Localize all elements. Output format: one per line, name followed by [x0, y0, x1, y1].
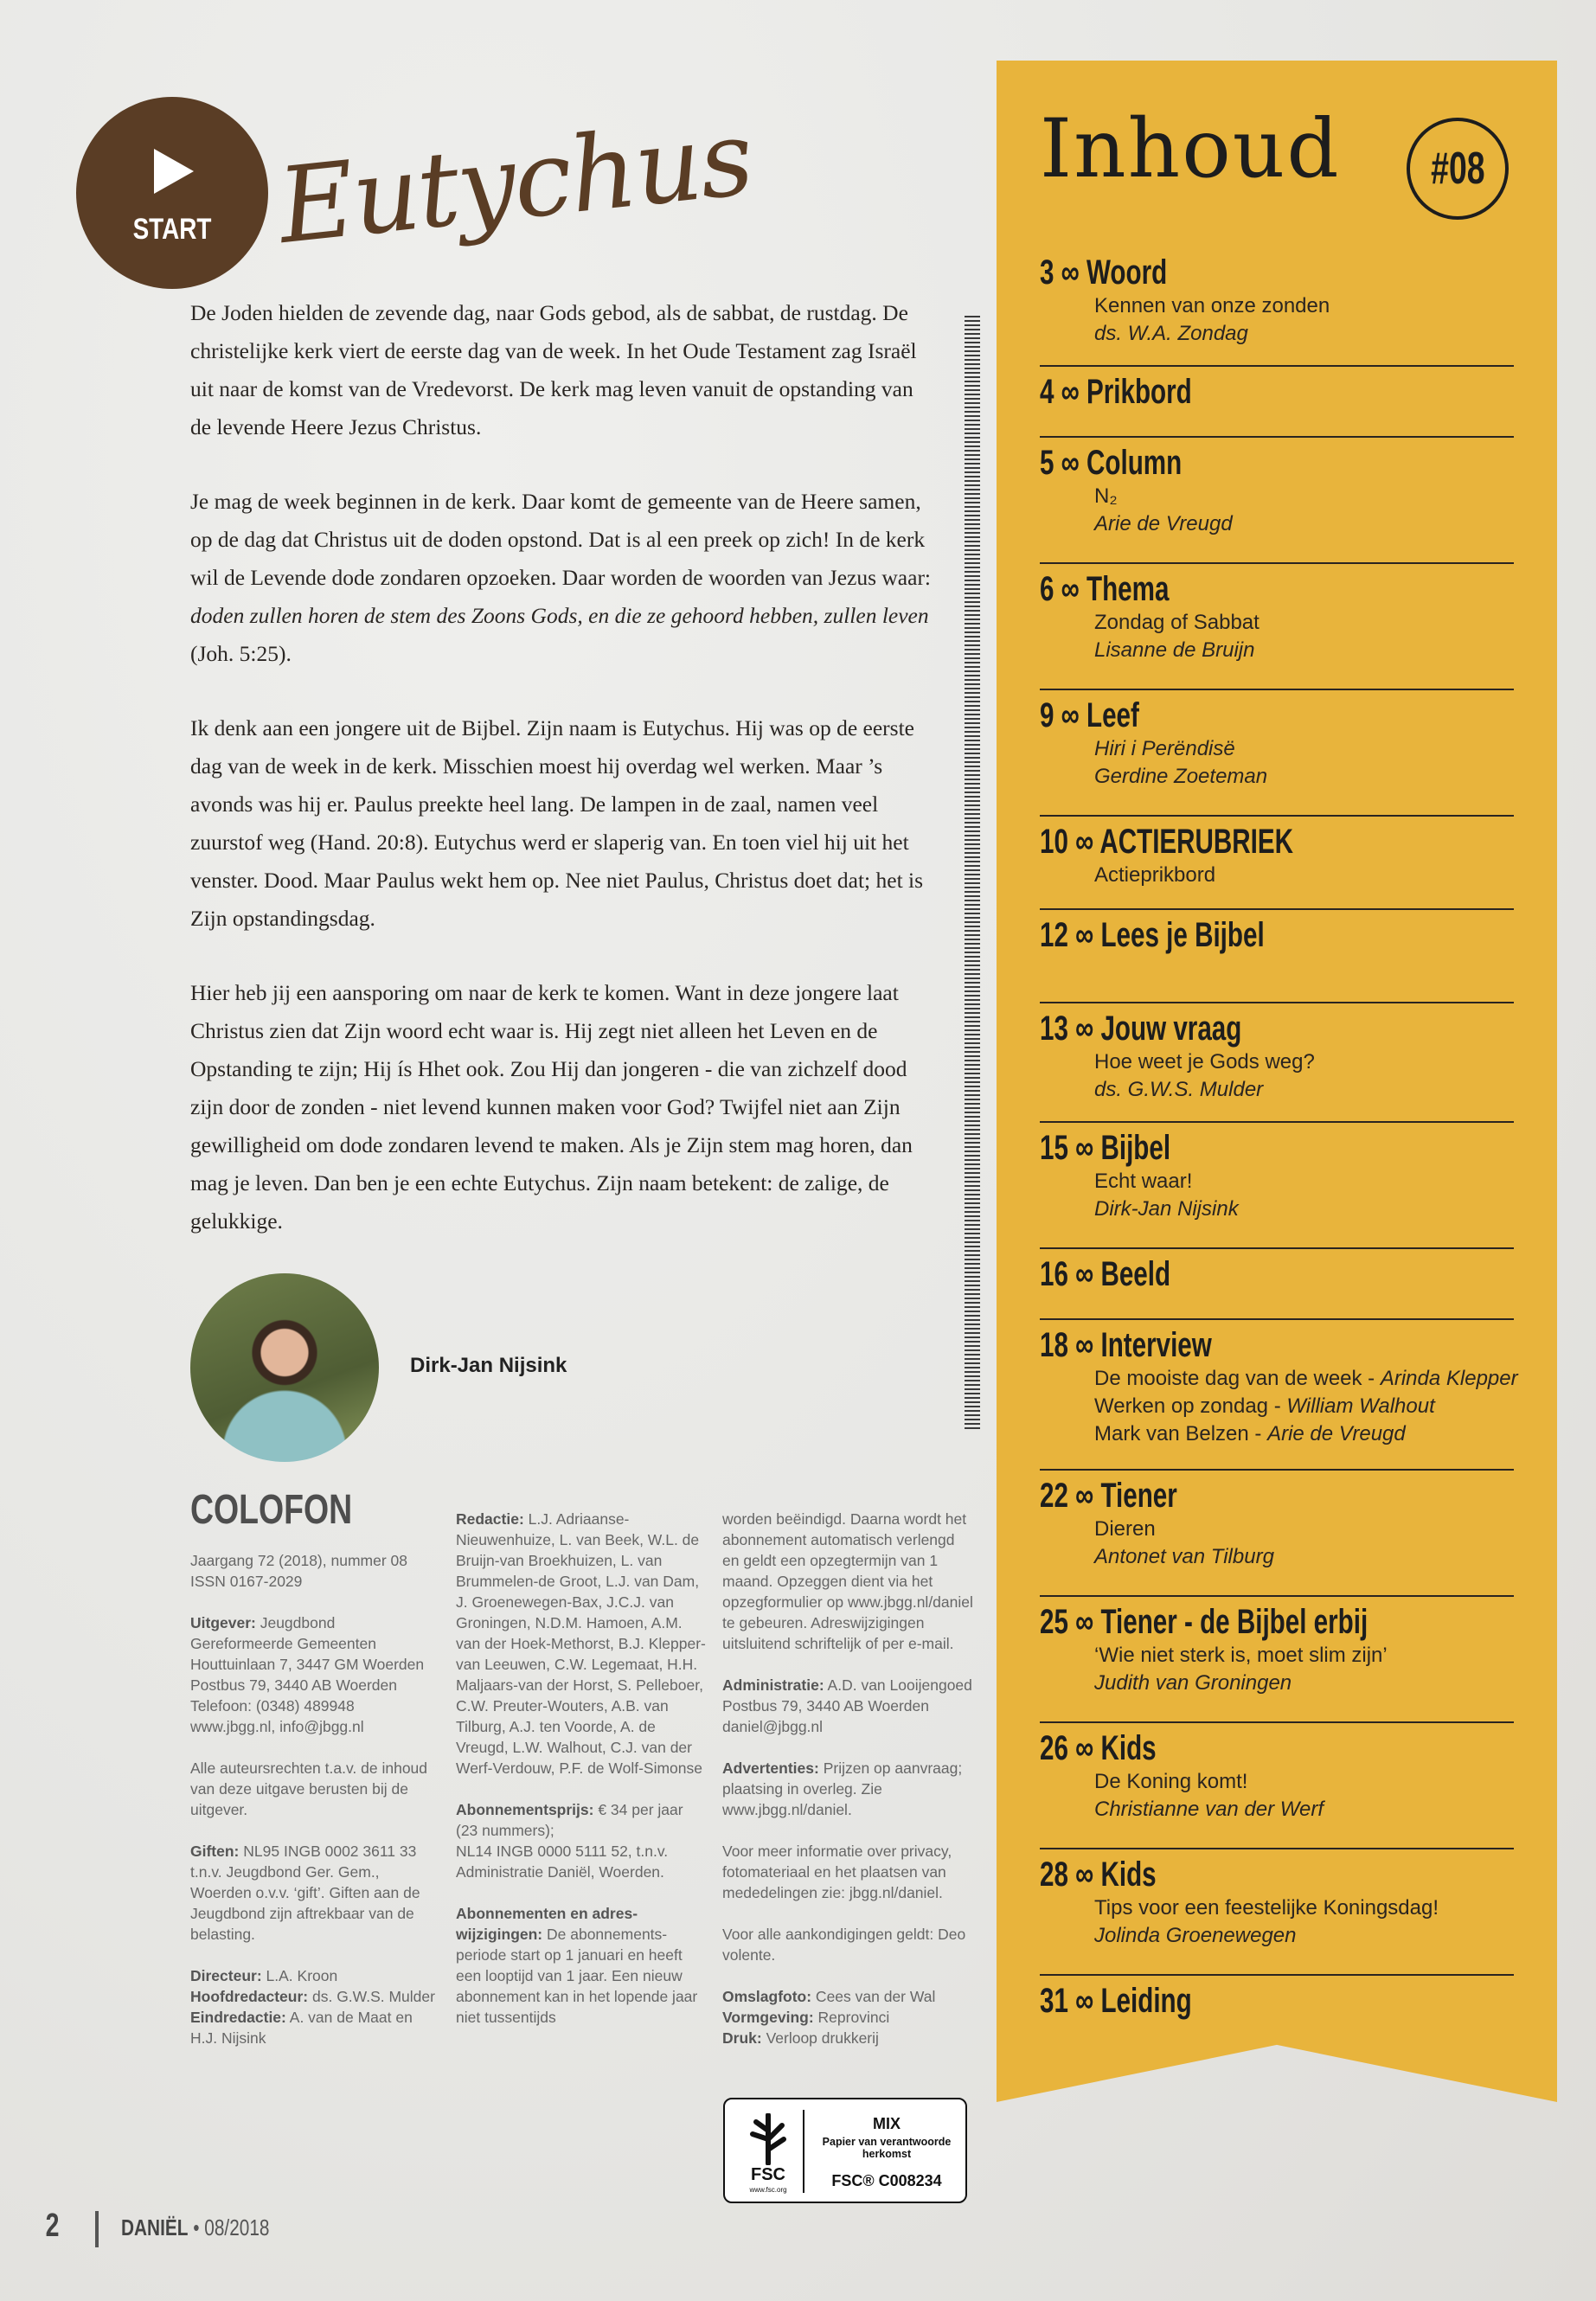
toc-subline: Mark van Belzen - Arie de Vreugd	[1094, 1422, 1406, 1445]
toc-subline: Dirk-Jan Nijsink	[1094, 1197, 1239, 1221]
toc-item[interactable]	[1040, 1471, 1514, 1597]
footer-divider	[95, 2211, 99, 2247]
toc-heading: 3 ∞ Woord	[1040, 253, 1168, 292]
toc-heading: 15 ∞ Bijbel	[1040, 1129, 1171, 1167]
toc-heading: 4 ∞ Prikbord	[1040, 373, 1192, 411]
toc-subline: Jolinda Groenewegen	[1094, 1924, 1297, 1947]
toc-item[interactable]	[1040, 1249, 1514, 1320]
article-body	[190, 294, 934, 1277]
toc-heading: 22 ∞ Tiener	[1040, 1477, 1177, 1515]
toc-item[interactable]	[1040, 1123, 1514, 1249]
toc-subline: Hoe weet je Gods weg?	[1094, 1050, 1315, 1074]
author-name: Dirk-Jan Nijsink	[410, 1354, 567, 1377]
start-badge	[76, 97, 268, 289]
toc-subline: Echt waar!	[1094, 1170, 1193, 1193]
toc-item[interactable]	[1040, 690, 1514, 817]
paragraph-3: Ik denk aan een jongere uit de Bijbel. Zijn naam is Eutychus. Hij was op de eerste dag van de week in de kerk. Misschien moest hij overdag wel werken. Maar ’s avonds was hij er. Paulus preekte heel lang. De lampen in de zaal, namen veel zuurstof weg (Hand. 20:8). Eutychus werd er slaperig van. En toen viel hij uit het venster. Dood. Maar Paulus wekt hem op. Nee niet Paulus, Christus doet dat; het is Zijn opstandingsdag.	[190, 715, 924, 931]
toc-heading: 28 ∞ Kids	[1040, 1856, 1157, 1894]
toc-subline: Actieprikbord	[1094, 863, 1216, 887]
toc-subline: Judith van Groningen	[1094, 1671, 1292, 1695]
fsc-logo: FSC www.fsc.org	[734, 2110, 804, 2193]
toc-subline: Christianne van der Werf	[1094, 1798, 1324, 1821]
fsc-label: FSC www.fsc.org MIX Papier van verantwoorde herkomst FSC® C008234	[723, 2098, 967, 2203]
toc-subline: Arie de Vreugd	[1094, 512, 1233, 535]
toc-heading: 16 ∞ Beeld	[1040, 1255, 1171, 1293]
toc-subline: Dieren	[1094, 1517, 1156, 1541]
toc-heading: 18 ∞ Interview	[1040, 1326, 1212, 1364]
author-photo	[190, 1273, 379, 1462]
colofon-column-2: Redactie: L.J. Adriaanse-Nieuwenhuize, L. van Beek, W.L. de Bruijn-van Broekhuizen, L. van Brummelen-de Groot, L.J. van Dam, J. Groenewegen-Bax, J.C.J. van Groningen, N.D.M. Hamoen, A.M. van der Hoek-Methorst, B.J. Klepper-van Leeuwen, C.W. Legemaat, H.H. Maljaars-van der Horst, S. Pelleboer, C.W. Preuter-Wouters, A.B. van Tilburg, A.J. ten Voorde, A. de Vreugd, L.W. Walhout, C.J. van der Werf-Verdouw, P.F. de Wolf-Simonse Abonnementsprijs: € 34 per jaar (23 nummers); NL14 INGB 0000 5111 52, t.n.v. Administratie Daniël, Woerden. Abonnementen en adres-wijzigingen: De abonnements-periode start op 1 januari en heeft een looptijd van 1 jaar. Een nieuw abonnement kan in het lopende jaar niet tussentijds	[456, 1510, 706, 2026]
dotted-divider	[965, 316, 980, 1430]
toc-item[interactable]	[1040, 910, 1514, 1003]
toc-item[interactable]	[1040, 247, 1514, 367]
table-of-contents	[1040, 247, 1518, 2036]
toc-subline: De Koning komt!	[1094, 1770, 1248, 1793]
toc-subline: Werken op zondag - William Walhout	[1094, 1394, 1435, 1418]
toc-subline: Antonet van Tilburg	[1094, 1545, 1274, 1568]
toc-heading: 31 ∞ Leiding	[1040, 1982, 1192, 2020]
colofon-column-3: worden beëindigd. Daarna wordt het abonnement automatisch verlengd en geldt een opzegtermijn van 1 maand. Opzeggen dient via het opzegformulier op www.jbgg.nl/daniel te gebeuren. Adreswijzigingen uitsluitend schriftelijk of per e-mail. Administratie: A.D. van Looijengoed Postbus 79, 3440 AB Woerden daniel@jbgg.nl Advertenties: Prijzen op aanvraag; plaatsing in overleg. Zie www.jbgg.nl/daniel. Voor meer informatie over privacy, fotomateriaal en het plaatsen van mededelingen zie: jbgg.nl/daniel. Voor alle aankondigingen geldt: Deo volente. Omslagfoto: Cees van der Wal Vormgeving: Reprovinci Druk: Verloop drukkerij	[722, 1510, 973, 2047]
colofon-column-1: Jaargang 72 (2018), nummer 08 ISSN 0167-2029 Uitgever: Jeugdbond Gereformeerde Gemeenten Houttuinlaan 7, 3447 GM Woerden Postbus 79, 3440 AB Woerden Telefoon: (0348) 489948 www.jbgg.nl, info@jbgg.nl Alle auteursrechten t.a.v. de inhoud van deze uitgave berusten bij de uitgever. Giften: NL95 INGB 0002 3611 33 t.n.v. Jeugdbond Ger. Gem., Woerden o.v.v. ‘gift’. Giften aan de Jeugdbond zijn aftrekbaar van de belasting. Directeur: L.A. Kroon Hoofdredacteur: ds. G.W.S. Mulder Eindredactie: A. van de Maat en H.J. Nijsink	[190, 1552, 435, 2047]
toc-heading: 12 ∞ Lees je Bijbel	[1040, 916, 1265, 954]
toc-item[interactable]	[1040, 367, 1514, 438]
toc-subline: N₂	[1094, 484, 1118, 508]
page-number: 2	[45, 2208, 60, 2244]
toc-subline: Lisanne de Bruijn	[1094, 638, 1255, 662]
colofon-title: COLOFON	[190, 1487, 353, 1533]
issue-badge: #08	[1407, 118, 1509, 220]
toc-subline: Kennen van onze zonden	[1094, 294, 1330, 317]
toc-item[interactable]	[1040, 1976, 1514, 2036]
magazine-issue: DANIËL • 08/2018	[121, 2214, 270, 2240]
tree-check-icon	[747, 2113, 789, 2165]
toc-heading: 5 ∞ Column	[1040, 444, 1183, 482]
toc-item[interactable]	[1040, 438, 1514, 564]
article-title: Eutychus	[272, 98, 758, 268]
toc-subline: Gerdine Zoeteman	[1094, 765, 1268, 788]
toc-item[interactable]	[1040, 1320, 1518, 1471]
toc-subline: ds. W.A. Zondag	[1094, 322, 1248, 345]
play-icon	[154, 149, 194, 194]
toc-item[interactable]	[1040, 817, 1514, 910]
toc-subline: Zondag of Sabbat	[1094, 611, 1259, 634]
toc-subline: Tips voor een feestelijke Koningsdag!	[1094, 1896, 1439, 1920]
toc-item[interactable]	[1040, 1723, 1514, 1849]
toc-item[interactable]	[1040, 1003, 1514, 1123]
toc-item[interactable]	[1040, 564, 1514, 690]
start-label: START	[132, 213, 212, 246]
paragraph-2: Je mag de week beginnen in de kerk. Daar komt de gemeente van de Heere samen, op de dag dat Christus uit de doden opstond. Dat is al een preek op zich! In de kerk wil de Levende dode zondaren opzoeken. Daar worden de woorden van Jezus waar: doden zullen horen de stem des Zoons Gods, en die ze gehoord hebben, zullen leven (Joh. 5:25).	[190, 489, 932, 666]
paragraph-4: Hier heb jij een aansporing om naar de kerk te komen. Want in deze jongere laat Christus zien dat Zijn woord echt waar is. Hij zegt niet alleen het Leven en de Opstanding te zijn; Hij ís Hhet ook. Zou Hij dan jongeren - die van zichzelf dood zijn door de zonden - niet levend kunnen maken voor God? Twijfel niet aan Zijn gewilligheid om dode zondaren levend te maken. Als je Zijn stem mag horen, dan mag je leven. Dan ben je een echte Eutychus. Zijn naam betekent: de zalige, de gelukkige.	[190, 980, 913, 1234]
paragraph-1: De Joden hielden de zevende dag, naar Gods gebod, als de sabbat, de rustdag. De christelijke kerk viert de eerste dag van de week. In het Oude Testament zag Israël uit naar de komst van de Vredevorst. De kerk mag leven vanuit de opstanding van de levende Heere Jezus Christus.	[190, 300, 917, 439]
toc-heading: 6 ∞ Thema	[1040, 570, 1170, 608]
toc-heading: 25 ∞ Tiener - de Bijbel erbij	[1040, 1603, 1368, 1641]
toc-subline: Hiri i Perëndisë	[1094, 737, 1235, 760]
toc-item[interactable]	[1040, 1849, 1514, 1976]
contents-title: Inhoud	[1040, 102, 1341, 196]
toc-heading: 13 ∞ Jouw vraag	[1040, 1009, 1242, 1048]
toc-subline: ds. G.W.S. Mulder	[1094, 1078, 1264, 1101]
bible-quote: doden zullen horen de stem des Zoons Gods, en die ze gehoord hebben, zullen leven	[190, 603, 929, 628]
toc-heading: 9 ∞ Leef	[1040, 696, 1139, 734]
toc-subline: De mooiste dag van de week - Arinda Klepper	[1094, 1367, 1518, 1390]
toc-item[interactable]	[1040, 1597, 1514, 1723]
toc-subline: ‘Wie niet sterk is, moet slim zijn’	[1094, 1644, 1388, 1667]
toc-heading: 26 ∞ Kids	[1040, 1729, 1157, 1767]
toc-heading: 10 ∞ ACTIERUBRIEK	[1040, 823, 1294, 861]
